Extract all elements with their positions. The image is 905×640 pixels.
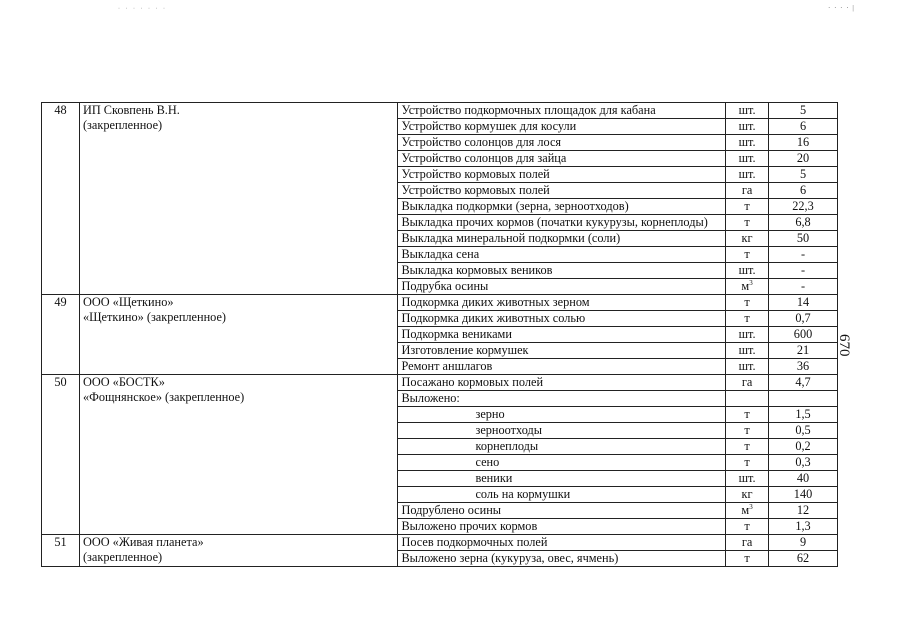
unit-text: т — [744, 215, 750, 229]
organization-line: ИП Сковпень В.Н. — [82, 103, 180, 117]
measure-quantity: 16 — [769, 135, 838, 151]
organization-line: ООО «Живая планета» — [82, 535, 204, 549]
measure-quantity: - — [769, 247, 838, 263]
measure-quantity: 14 — [769, 295, 838, 311]
measure-unit — [726, 503, 769, 519]
measure-unit — [726, 359, 769, 375]
measure-description: Подкормка вениками — [398, 327, 726, 343]
measure-quantity: 5 — [769, 103, 838, 119]
measure-description: Устройство солонцов для лося — [398, 135, 726, 151]
unit-text: т — [744, 311, 750, 325]
measure-unit — [726, 295, 769, 311]
measure-description: Изготовление кормушек — [398, 343, 726, 359]
table-body — [42, 103, 838, 567]
measure-description: сено — [398, 455, 726, 471]
measure-unit — [726, 103, 769, 119]
measure-quantity: 36 — [769, 359, 838, 375]
measure-description: соль на кормушки — [398, 487, 726, 503]
unit-text: т — [744, 407, 750, 421]
measure-description: Подкормка диких животных зерном — [398, 295, 726, 311]
measure-description: зерноотходы — [398, 423, 726, 439]
measure-quantity: - — [769, 263, 838, 279]
measure-unit — [726, 151, 769, 167]
measure-unit — [726, 487, 769, 503]
measure-description: Устройство подкормочных площадок для кабана — [398, 103, 726, 119]
measure-description: Выкладка подкормки (зерна, зерноотходов) — [398, 199, 726, 215]
measure-quantity: 6,8 — [769, 215, 838, 231]
unit-text: шт. — [738, 103, 756, 117]
measure-unit — [726, 263, 769, 279]
unit-text: т — [744, 295, 750, 309]
measure-quantity: 20 — [769, 151, 838, 167]
margin-mark-right: · · · · | — [828, 4, 855, 12]
measure-quantity: 40 — [769, 471, 838, 487]
entry-number: 50 — [42, 375, 80, 535]
unit-text: т — [744, 439, 750, 453]
entry-number: 49 — [42, 295, 80, 375]
measure-description: Выкладка прочих кормов (початки кукурузы, корнеплоды) — [398, 215, 726, 231]
table-row — [42, 295, 838, 311]
measure-quantity: 1,5 — [769, 407, 838, 423]
entry-number: 48 — [42, 103, 80, 295]
measure-quantity: 50 — [769, 231, 838, 247]
unit-text: т — [744, 551, 750, 565]
measure-unit — [726, 199, 769, 215]
measure-quantity: 9 — [769, 535, 838, 551]
organization-line: ООО «БОСТК» — [82, 375, 165, 389]
measure-description: Выкладка минеральной подкормки (соли) — [398, 231, 726, 247]
measure-quantity: 62 — [769, 551, 838, 567]
measure-description: Выложено зерна (кукуруза, овес, ячмень) — [398, 551, 726, 567]
measure-description: Выложено: — [398, 391, 726, 407]
measure-unit — [726, 439, 769, 455]
measure-description: Подрубка осины — [398, 279, 726, 295]
unit-text: шт. — [738, 471, 756, 485]
measure-unit — [726, 375, 769, 391]
unit-text: м — [741, 503, 750, 517]
measure-description: корнеплоды — [398, 439, 726, 455]
unit-text: кг — [741, 231, 753, 245]
measure-quantity: 0,3 — [769, 455, 838, 471]
measure-quantity: 5 — [769, 167, 838, 183]
measure-description: Подкормка диких животных солью — [398, 311, 726, 327]
measure-unit — [726, 391, 769, 407]
unit-text: га — [741, 183, 753, 197]
measure-description: Выкладка сена — [398, 247, 726, 263]
measure-quantity: 0,2 — [769, 439, 838, 455]
measure-quantity: 0,7 — [769, 311, 838, 327]
unit-text: т — [744, 199, 750, 213]
measure-description: зерно — [398, 407, 726, 423]
entry-organization — [79, 103, 398, 295]
measure-unit — [726, 423, 769, 439]
measure-description: Посев подкормочных полей — [398, 535, 726, 551]
measure-unit — [726, 119, 769, 135]
organization-line: (закрепленное) — [82, 118, 163, 132]
unit-text: шт. — [738, 119, 756, 133]
measure-quantity: 1,3 — [769, 519, 838, 535]
margin-mark-left: · · · · · · · — [118, 6, 167, 12]
measure-unit — [726, 407, 769, 423]
measure-description: Выложено прочих кормов — [398, 519, 726, 535]
measure-unit — [726, 535, 769, 551]
measure-description: Подрублено осины — [398, 503, 726, 519]
unit-text: шт. — [738, 167, 756, 181]
measure-unit — [726, 551, 769, 567]
measure-unit — [726, 183, 769, 199]
page-number: 670 — [836, 334, 852, 357]
organization-line: «Фощнянское» (закрепленное) — [82, 390, 245, 404]
table-row — [42, 375, 838, 391]
table-row — [42, 103, 838, 119]
measure-description: Ремонт аншлагов — [398, 359, 726, 375]
measure-quantity: 21 — [769, 343, 838, 359]
unit-text: га — [741, 535, 753, 549]
measure-unit — [726, 135, 769, 151]
measure-unit — [726, 455, 769, 471]
entry-organization — [79, 375, 398, 535]
entry-number: 51 — [42, 535, 80, 567]
measure-unit — [726, 343, 769, 359]
unit-text: шт. — [738, 327, 756, 341]
measure-quantity: - — [769, 279, 838, 295]
entry-organization — [79, 295, 398, 375]
measure-description: Устройство кормовых полей — [398, 167, 726, 183]
organization-line: (закрепленное) — [82, 550, 163, 564]
measure-description: Посажано кормовых полей — [398, 375, 726, 391]
unit-text: т — [744, 455, 750, 469]
unit-text: шт. — [738, 151, 756, 165]
unit-text: т — [744, 519, 750, 533]
measure-unit — [726, 215, 769, 231]
measure-unit — [726, 167, 769, 183]
table-row — [42, 535, 838, 551]
organization-line: «Щеткино» (закрепленное) — [82, 310, 227, 324]
unit-superscript: 3 — [749, 502, 753, 511]
measure-quantity: 6 — [769, 119, 838, 135]
measure-unit — [726, 247, 769, 263]
measure-description: веники — [398, 471, 726, 487]
measure-unit — [726, 327, 769, 343]
measure-description: Выкладка кормовых веников — [398, 263, 726, 279]
unit-text: шт. — [738, 359, 756, 373]
measure-unit — [726, 471, 769, 487]
unit-text: м — [741, 279, 750, 293]
organization-line: ООО «Щеткино» — [82, 295, 174, 309]
measure-unit — [726, 231, 769, 247]
unit-text: т — [744, 423, 750, 437]
measure-quantity: 600 — [769, 327, 838, 343]
unit-text: га — [741, 375, 753, 389]
unit-text: шт. — [738, 263, 756, 277]
measure-description: Устройство солонцов для зайца — [398, 151, 726, 167]
measure-unit — [726, 311, 769, 327]
measure-quantity: 22,3 — [769, 199, 838, 215]
unit-text: шт. — [738, 343, 756, 357]
measure-description: Устройство кормовых полей — [398, 183, 726, 199]
measure-quantity: 6 — [769, 183, 838, 199]
measure-description: Устройство кормушек для косули — [398, 119, 726, 135]
unit-superscript: 3 — [749, 278, 753, 287]
measure-unit — [726, 279, 769, 295]
measure-quantity: 4,7 — [769, 375, 838, 391]
measure-unit — [726, 519, 769, 535]
unit-text: кг — [741, 487, 753, 501]
measure-quantity: 0,5 — [769, 423, 838, 439]
measure-quantity: 12 — [769, 503, 838, 519]
measure-quantity — [769, 391, 838, 407]
measure-quantity: 140 — [769, 487, 838, 503]
entry-organization — [79, 535, 398, 567]
unit-text: шт. — [738, 135, 756, 149]
unit-text: т — [744, 247, 750, 261]
hunting-measures-table — [41, 102, 838, 567]
